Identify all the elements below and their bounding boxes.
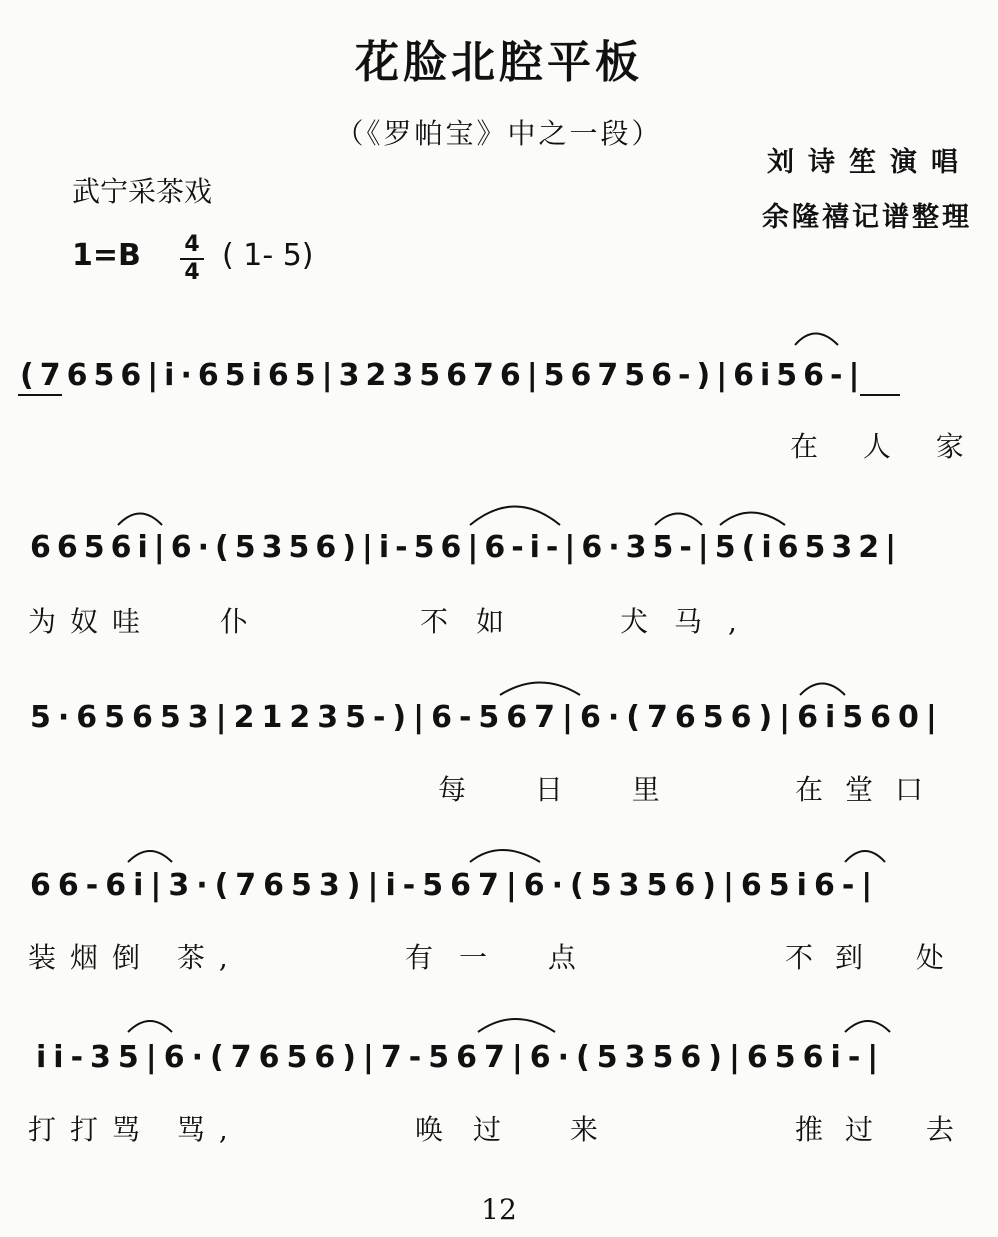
notation-line-4: 66-6i|3·(7653)|i-567|6·(5356)|65i6-| bbox=[30, 868, 880, 903]
genre-label: 武宁采茶戏 bbox=[72, 175, 213, 208]
transcriber-credit: 余隆禧记谱整理 bbox=[762, 202, 972, 233]
notation-line-1: (7656|i·65i65|3235676|56756-)|6i56-| bbox=[20, 358, 866, 393]
performer-credit: 刘诗笙演唱 bbox=[767, 147, 972, 178]
lyric-line-5-b: 唤过 来 bbox=[415, 1113, 628, 1146]
lyric-line-5-a: 打打骂 骂, bbox=[28, 1113, 242, 1146]
page-number: 12 bbox=[481, 1193, 517, 1226]
time-signature-top: 4 bbox=[184, 232, 200, 257]
lyric-line-2-d: 犬马, bbox=[620, 605, 763, 638]
page-title: 花脸北腔平板 bbox=[355, 37, 643, 88]
lyric-line-4-c: 不到 处 bbox=[785, 941, 966, 974]
notation-line-2: 6656i|6·(5356)|i-56|6-i-|6·35-|5(i6532| bbox=[30, 530, 903, 565]
key-signature: 1=B bbox=[72, 238, 141, 273]
lyric-line-2-c: 不如 bbox=[420, 605, 533, 638]
time-signature-bottom: 4 bbox=[184, 260, 200, 285]
subtitle: （《罗帕宝》中之一段） bbox=[335, 117, 663, 150]
notation-line-5: ii-35|6·(7656)|7-567|6·(5356)|656i-| bbox=[36, 1040, 886, 1075]
lyric-line-3-a: 每 日 里 bbox=[438, 773, 690, 806]
lyric-line-4-a: 装烟倒 茶, bbox=[28, 941, 242, 974]
lyric-line-4-b: 有一 点 bbox=[405, 941, 602, 974]
lyric-line-5-c: 推过 去 bbox=[795, 1113, 976, 1146]
lyric-line-3-b: 在堂口 bbox=[795, 773, 946, 806]
intro-notation: ( 1- 5) bbox=[222, 238, 314, 273]
notation-line-3: 5·65653|21235-)|6-567|6·(7656)|6i560| bbox=[30, 700, 944, 735]
lyric-line-1-a: 在 人 家 bbox=[790, 430, 982, 463]
lyric-line-2-a: 为奴哇 bbox=[28, 605, 155, 638]
lyric-line-2-b: 仆 bbox=[220, 605, 267, 638]
